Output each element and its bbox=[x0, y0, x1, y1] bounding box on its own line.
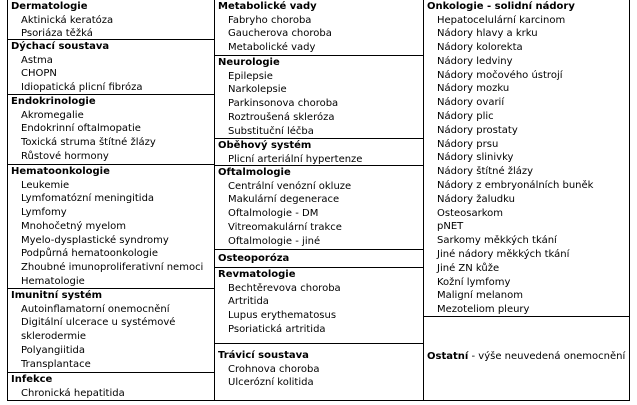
list-item[interactable]: Psoriatická artritida bbox=[228, 323, 326, 335]
section-title: Infekce bbox=[11, 374, 53, 385]
section-metabolicke-vady bbox=[215, 0, 424, 56]
list-item[interactable]: Nádory prsu bbox=[437, 138, 499, 150]
list-item[interactable]: Mezoteliom pleury bbox=[437, 304, 530, 316]
list-item[interactable]: sklerodermie bbox=[21, 331, 87, 343]
section-title: Oftalmologie bbox=[218, 167, 291, 178]
list-item[interactable]: Idiopatická plicní fibróza bbox=[21, 82, 143, 94]
list-item[interactable]: Leukemie bbox=[21, 179, 70, 191]
list-item[interactable]: Nádory žaludku bbox=[437, 193, 515, 205]
ostatni-note[interactable] bbox=[424, 317, 630, 364]
list-item[interactable]: Nádory plic bbox=[437, 111, 494, 123]
list-item[interactable]: Fabryho choroba bbox=[228, 14, 312, 26]
list-item[interactable]: Sarkomy měkkých tkání bbox=[437, 235, 557, 247]
list-item[interactable]: Crohnova choroba bbox=[228, 363, 320, 375]
list-item[interactable]: Maligní melanom bbox=[437, 290, 523, 302]
list-item[interactable]: Mnohočetný myelom bbox=[21, 220, 126, 232]
list-item[interactable]: Epilepsie bbox=[228, 70, 273, 82]
section-endokrinologie bbox=[8, 95, 214, 165]
list-item[interactable]: Nádory ovarií bbox=[437, 97, 505, 109]
list-item[interactable]: Endokrinní oftalmopatie bbox=[21, 123, 141, 135]
section-ostatni bbox=[424, 317, 630, 400]
list-item[interactable]: Nádory štítné žlázy bbox=[437, 166, 534, 178]
list-item[interactable]: Akromegalie bbox=[21, 109, 84, 121]
column-3 bbox=[423, 0, 630, 400]
section-onkologie-solidni-nadory bbox=[424, 0, 630, 317]
list-item[interactable]: Roztroušená skleróza bbox=[228, 111, 335, 123]
list-item[interactable]: Nádory slinivky bbox=[437, 152, 514, 164]
list-item[interactable]: Chronická hepatitida bbox=[21, 387, 125, 399]
section-title: Neurologie bbox=[218, 57, 280, 68]
list-item[interactable]: Kožní lymfomy bbox=[437, 276, 511, 288]
list-item[interactable]: Nádory hlavy a krku bbox=[437, 28, 538, 40]
list-item[interactable]: Gaucherova choroba bbox=[228, 28, 332, 40]
section-title: Metabolické vady bbox=[218, 1, 317, 12]
section-title: Osteoporóza bbox=[218, 253, 290, 264]
section-obehovy-system bbox=[215, 139, 424, 166]
section-revmatologie bbox=[215, 268, 424, 344]
section-title: Onkologie - solidní nádory bbox=[427, 1, 575, 12]
list-item[interactable]: Nádory mozku bbox=[437, 83, 510, 95]
section-imunitni-system bbox=[8, 289, 214, 373]
list-item[interactable]: Ulcerózní kolitida bbox=[228, 377, 314, 389]
list-item[interactable]: Bechtěrevova choroba bbox=[228, 282, 341, 294]
list-item[interactable]: Makulární degenerace bbox=[228, 194, 340, 206]
list-item[interactable]: Autoinflamatorní onemocnění bbox=[21, 303, 170, 315]
section-hematoonkologie bbox=[8, 165, 214, 289]
list-item[interactable]: Nádory z embryonálních buněk bbox=[437, 180, 594, 192]
list-item[interactable]: pNET bbox=[437, 221, 464, 233]
list-item[interactable]: Astma bbox=[21, 54, 53, 66]
list-item[interactable]: Nádory kolorekta bbox=[437, 42, 523, 54]
list-item[interactable]: Myelo-dysplastické syndromy bbox=[21, 234, 169, 246]
list-item[interactable]: Jiné ZN kůže bbox=[437, 262, 500, 274]
section-travici-soustava bbox=[215, 344, 424, 400]
section-title: Endokrinologie bbox=[11, 96, 96, 107]
list-item[interactable]: Narkolepsie bbox=[228, 84, 287, 96]
section-neurologie bbox=[215, 56, 424, 139]
disease-category-table bbox=[7, 0, 630, 401]
list-item[interactable]: Zhoubné imunoproliferativní nemoci bbox=[21, 262, 204, 274]
list-item[interactable]: CHOPN bbox=[21, 68, 57, 80]
section-title: Trávicí soustava bbox=[218, 350, 309, 361]
list-item[interactable]: Hematologie bbox=[21, 276, 85, 288]
list-item[interactable]: Centrální venózní okluze bbox=[228, 180, 352, 192]
section-title: Revmatologie bbox=[218, 269, 296, 280]
list-item[interactable]: Transplantace bbox=[21, 358, 91, 370]
list-item[interactable]: Podpůrná hematoonkologie bbox=[21, 248, 158, 260]
section-title: Ostatní bbox=[427, 351, 469, 362]
section-title: Oběhový systém bbox=[218, 140, 312, 151]
section-title: Hematoonkologie bbox=[11, 166, 110, 177]
list-item[interactable]: Psoriáza těžká bbox=[21, 28, 93, 40]
section-dermatologie bbox=[8, 0, 214, 40]
list-item[interactable]: Digitální ulcerace u systémové bbox=[21, 317, 176, 329]
section-osteoporoza bbox=[215, 250, 424, 268]
list-item[interactable]: Lymfomy bbox=[21, 207, 67, 219]
list-item[interactable]: Nádory močového ústrojí bbox=[437, 69, 563, 81]
list-item[interactable]: Osteosarkom bbox=[437, 207, 504, 219]
list-item[interactable]: Nádory prostaty bbox=[437, 124, 518, 136]
list-item[interactable]: Oftalmologie - jiné bbox=[228, 235, 321, 247]
list-item[interactable]: Vitreomakulární trakce bbox=[228, 221, 342, 233]
list-item[interactable]: Nádory ledviny bbox=[437, 55, 513, 67]
list-item[interactable]: Lupus erythematosus bbox=[228, 310, 337, 322]
ostatni-description: - výše neuvedená onemocnění bbox=[468, 351, 626, 362]
section-title: Dermatologie bbox=[11, 1, 88, 12]
list-item[interactable]: Hepatocelulární karcinom bbox=[437, 14, 566, 26]
list-item[interactable]: Toxická struma štítné žlázy bbox=[21, 137, 156, 149]
list-item[interactable]: Plicní arteriální hypertenze bbox=[228, 153, 363, 165]
section-title: Imunitní systém bbox=[11, 290, 103, 301]
list-item[interactable]: Lymfomatózní meningitida bbox=[21, 193, 155, 205]
list-item[interactable]: Polyangiitida bbox=[21, 344, 86, 356]
list-item[interactable]: Oftalmologie - DM bbox=[228, 208, 319, 220]
section-infekce bbox=[8, 373, 214, 400]
list-item[interactable]: Parkinsonova choroba bbox=[228, 98, 339, 110]
section-oftalmologie bbox=[215, 166, 424, 250]
section-title: Dýchací soustava bbox=[11, 41, 110, 52]
list-item[interactable]: Aktinická keratóza bbox=[21, 14, 114, 26]
column-2 bbox=[214, 0, 424, 400]
list-item[interactable]: Růstové hormony bbox=[21, 150, 109, 162]
list-item[interactable]: Artritida bbox=[228, 296, 269, 308]
section-dychaci-soustava bbox=[8, 40, 214, 95]
list-item[interactable]: Jiné nádory měkkých tkání bbox=[437, 249, 570, 261]
list-item[interactable]: Substituční léčba bbox=[228, 125, 314, 137]
list-item[interactable]: Metabolické vady bbox=[228, 42, 316, 54]
